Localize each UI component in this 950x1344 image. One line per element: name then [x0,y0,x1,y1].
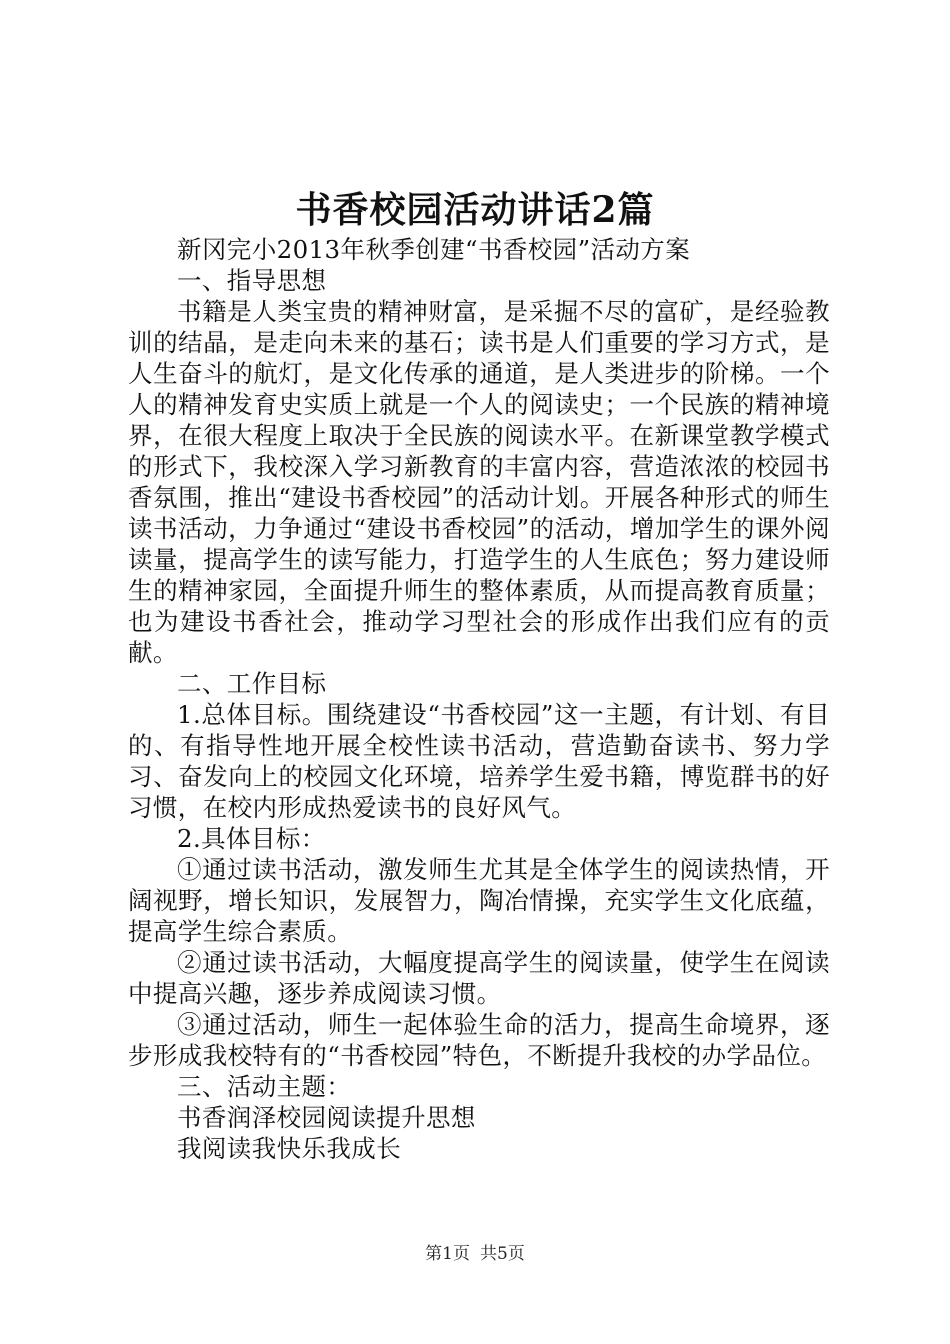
section-heading-work-goals: 二、工作目标 [177,669,327,698]
list-item-goal-1: ①通过读书活动，激发师生尤其是全体学生的阅读热情，开阔视野，增长知识，发展智力，陶冶情操，充实学生文化底蕴，提高学生综合素质。 [128,855,830,946]
list-item-goal-2: ②通过读书活动，大幅度提高学生的阅读量，使学生在阅读中提高兴趣，逐步养成阅读习惯。 [128,948,830,1008]
document-title: 书香校园活动讲话2篇 [295,189,655,231]
paragraph-guiding-thought: 书籍是人类宝贵的精神财富，是采掘不尽的富矿，是经验教训的结晶，是走向未来的基石；读书是人们重要的学习方式，是人生奋斗的航灯，是文化传承的通道，是人类进步的阶梯。一个人的精神发育史实质上就是一个人的阅读史；一个民族的精神境界，在很大程度上取决于全民族的阅读水平。在新课堂教学模式的形式下，我校深入学习新教育的丰富内容，营造浓浓的校园书香氛围，推出“建设书香校园”的活动计划。开展各种形式的师生读书活动，力争通过“建设书香校园”的活动，增加学生的课外阅读量，提高学生的读写能力，打造学生的人生底色；努力建设师生的精神家园，全面提升师生的整体素质，从而提高教育质量；也为建设书香社会，推动学习型社会的形成作出我们应有的贡献。 [128,297,830,667]
list-item-goal-3: ③通过活动，师生一起体验生命的活力，提高生命境界，逐步形成我校特有的“书香校园”特色，不断提升我校的办学品位。 [128,1010,830,1070]
paragraph-overall-goal: 1.总体目标。围绕建设“书香校园”这一主题，有计划、有目的、有指导性地开展全校性读书活动，营造勤奋读书、努力学习、奋发向上的校园文化环境，培养学生爱书籍，博览群书的好习惯，在校内形成热爱读书的良好风气。 [128,700,830,822]
section-heading-activity-theme: 三、活动主题： [177,1072,352,1101]
page-footer [0,1242,950,1266]
subheading-specific-goals: 2.具体目标： [177,824,326,853]
theme-line-2: 我阅读我快乐我成长 [177,1134,402,1163]
document-body [128,234,830,1164]
page-total: 共5页 [480,1244,525,1264]
plan-heading: 新冈完小2013年秋季创建“书香校园”活动方案 [177,235,691,264]
section-heading-guiding-thought: 一、指导思想 [177,266,327,295]
theme-line-1: 书香润泽校园阅读提升思想 [177,1103,476,1132]
page-number: 第1页 [425,1244,470,1264]
